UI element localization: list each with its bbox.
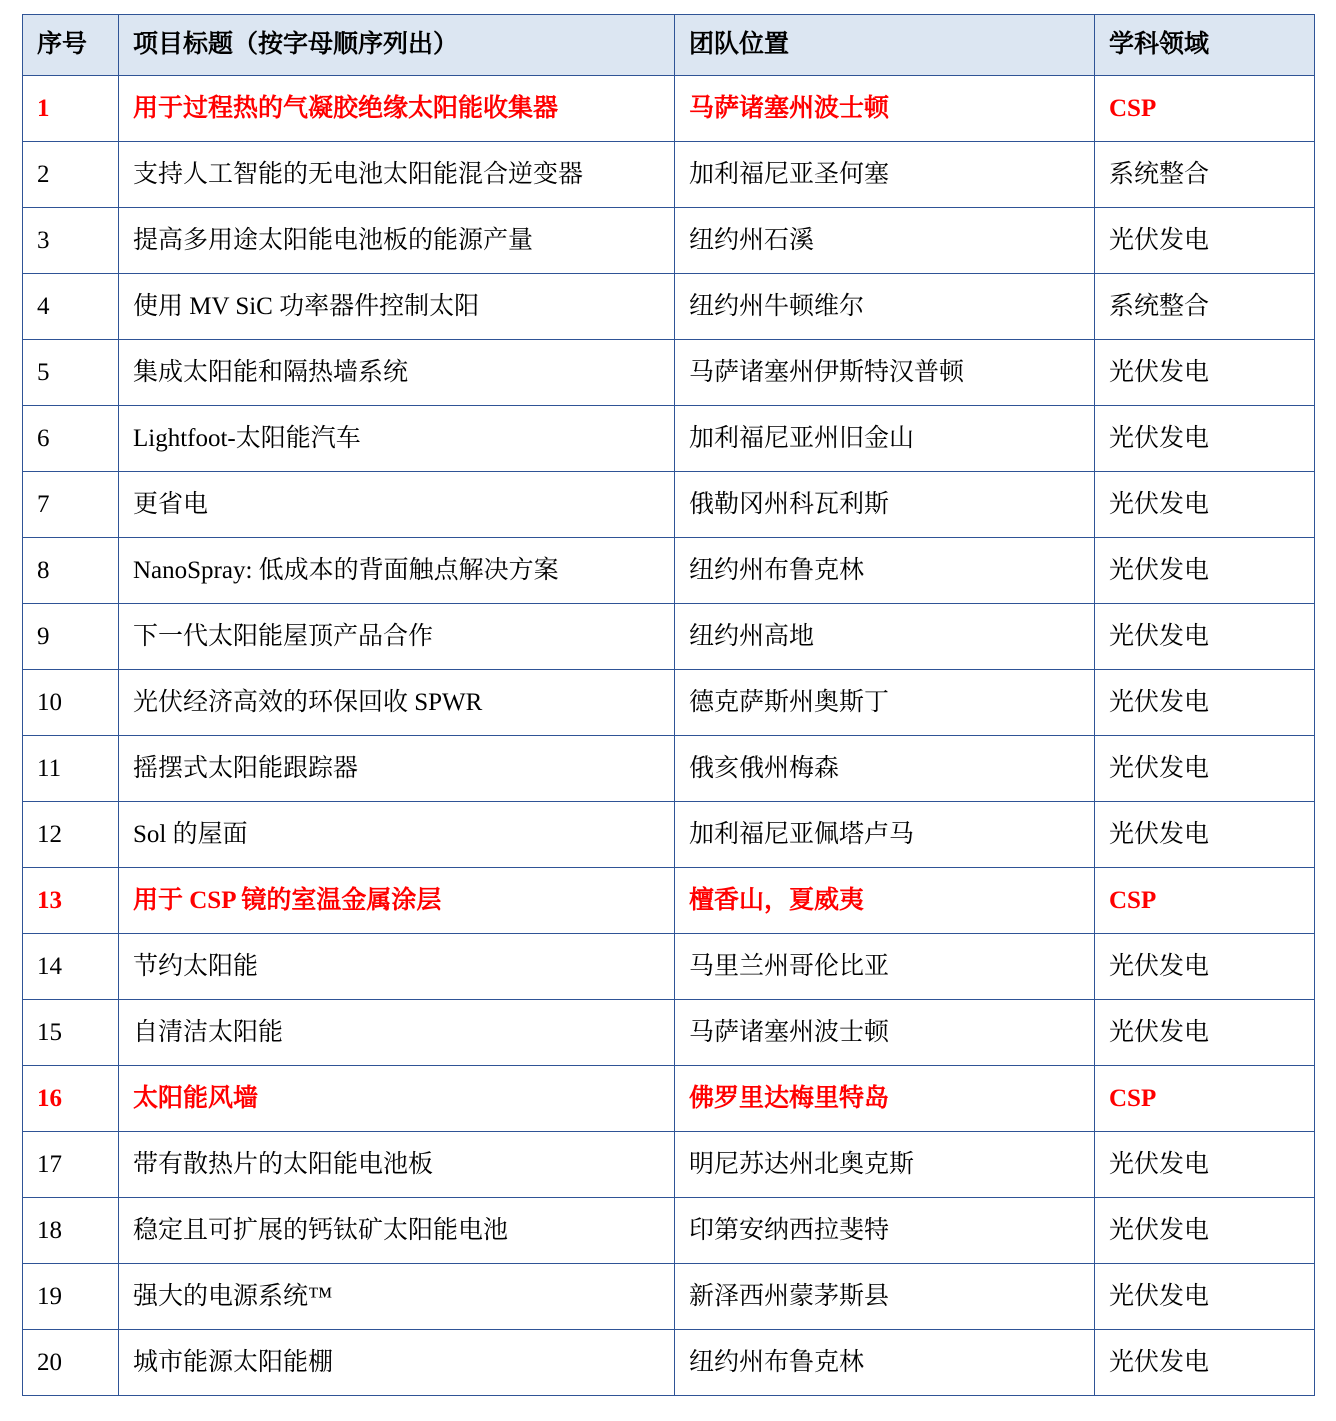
cell-number: 2 xyxy=(23,142,119,208)
cell-location: 德克萨斯州奥斯丁 xyxy=(675,670,1095,736)
table-row xyxy=(23,1132,1315,1198)
table-row xyxy=(23,736,1315,802)
cell-number: 17 xyxy=(23,1132,119,1198)
cell-field: 光伏发电 xyxy=(1095,736,1315,802)
cell-field: 光伏发电 xyxy=(1095,406,1315,472)
cell-location: 纽约州高地 xyxy=(675,604,1095,670)
cell-location: 印第安纳西拉斐特 xyxy=(675,1198,1095,1264)
cell-number: 12 xyxy=(23,802,119,868)
cell-field: 光伏发电 xyxy=(1095,1264,1315,1330)
cell-title: 强大的电源系统™ xyxy=(119,1264,675,1330)
table-row xyxy=(23,1198,1315,1264)
cell-location: 佛罗里达梅里特岛 xyxy=(675,1066,1095,1132)
cell-field: CSP xyxy=(1095,1066,1315,1132)
cell-number: 15 xyxy=(23,1000,119,1066)
cell-field: 系统整合 xyxy=(1095,142,1315,208)
table-header-row xyxy=(23,15,1315,76)
cell-number: 10 xyxy=(23,670,119,736)
cell-location: 马里兰州哥伦比亚 xyxy=(675,934,1095,1000)
table-row xyxy=(23,340,1315,406)
table-row xyxy=(23,1000,1315,1066)
cell-field: 光伏发电 xyxy=(1095,538,1315,604)
cell-field: CSP xyxy=(1095,76,1315,142)
cell-field: 光伏发电 xyxy=(1095,472,1315,538)
cell-number: 19 xyxy=(23,1264,119,1330)
cell-field: 光伏发电 xyxy=(1095,934,1315,1000)
cell-title: Sol 的屋面 xyxy=(119,802,675,868)
cell-number: 5 xyxy=(23,340,119,406)
cell-title: 使用 MV SiC 功率器件控制太阳 xyxy=(119,274,675,340)
table-body xyxy=(23,76,1315,1396)
cell-title: 提高多用途太阳能电池板的能源产量 xyxy=(119,208,675,274)
cell-title: 稳定且可扩展的钙钛矿太阳能电池 xyxy=(119,1198,675,1264)
cell-location: 加利福尼亚佩塔卢马 xyxy=(675,802,1095,868)
table-row xyxy=(23,604,1315,670)
table-row xyxy=(23,1264,1315,1330)
cell-title: 城市能源太阳能棚 xyxy=(119,1330,675,1396)
cell-title: 下一代太阳能屋顶产品合作 xyxy=(119,604,675,670)
cell-title: 带有散热片的太阳能电池板 xyxy=(119,1132,675,1198)
cell-number: 18 xyxy=(23,1198,119,1264)
cell-title: 用于过程热的气凝胶绝缘太阳能收集器 xyxy=(119,76,675,142)
project-table xyxy=(22,14,1315,1396)
cell-field: CSP xyxy=(1095,868,1315,934)
cell-location: 马萨诸塞州波士顿 xyxy=(675,76,1095,142)
table-row xyxy=(23,76,1315,142)
cell-field: 光伏发电 xyxy=(1095,604,1315,670)
cell-location: 纽约州布鲁克林 xyxy=(675,1330,1095,1396)
column-header-location: 团队位置 xyxy=(675,15,1095,76)
table-row xyxy=(23,142,1315,208)
cell-field: 系统整合 xyxy=(1095,274,1315,340)
cell-title: 自清洁太阳能 xyxy=(119,1000,675,1066)
cell-location: 俄勒冈州科瓦利斯 xyxy=(675,472,1095,538)
cell-title: 摇摆式太阳能跟踪器 xyxy=(119,736,675,802)
cell-number: 9 xyxy=(23,604,119,670)
cell-title: 支持人工智能的无电池太阳能混合逆变器 xyxy=(119,142,675,208)
cell-location: 明尼苏达州北奥克斯 xyxy=(675,1132,1095,1198)
cell-location: 马萨诸塞州波士顿 xyxy=(675,1000,1095,1066)
cell-location: 纽约州牛顿维尔 xyxy=(675,274,1095,340)
cell-title: 更省电 xyxy=(119,472,675,538)
cell-number: 3 xyxy=(23,208,119,274)
cell-title: 光伏经济高效的环保回收 SPWR xyxy=(119,670,675,736)
cell-number: 4 xyxy=(23,274,119,340)
table-row xyxy=(23,868,1315,934)
cell-number: 11 xyxy=(23,736,119,802)
column-header-title: 项目标题（按字母顺序列出） xyxy=(119,15,675,76)
cell-number: 13 xyxy=(23,868,119,934)
cell-number: 14 xyxy=(23,934,119,1000)
table-row xyxy=(23,274,1315,340)
cell-title: Lightfoot-太阳能汽车 xyxy=(119,406,675,472)
cell-number: 8 xyxy=(23,538,119,604)
cell-field: 光伏发电 xyxy=(1095,1198,1315,1264)
cell-number: 6 xyxy=(23,406,119,472)
cell-field: 光伏发电 xyxy=(1095,1330,1315,1396)
cell-location: 加利福尼亚圣何塞 xyxy=(675,142,1095,208)
column-header-field: 学科领域 xyxy=(1095,15,1315,76)
cell-title: NanoSpray: 低成本的背面触点解决方案 xyxy=(119,538,675,604)
table-row xyxy=(23,934,1315,1000)
cell-field: 光伏发电 xyxy=(1095,1000,1315,1066)
cell-title: 用于 CSP 镜的室温金属涂层 xyxy=(119,868,675,934)
table-row xyxy=(23,1066,1315,1132)
cell-field: 光伏发电 xyxy=(1095,208,1315,274)
table-row xyxy=(23,406,1315,472)
cell-number: 20 xyxy=(23,1330,119,1396)
cell-field: 光伏发电 xyxy=(1095,340,1315,406)
cell-number: 7 xyxy=(23,472,119,538)
cell-field: 光伏发电 xyxy=(1095,802,1315,868)
cell-location: 新泽西州蒙茅斯县 xyxy=(675,1264,1095,1330)
cell-number: 1 xyxy=(23,76,119,142)
cell-location: 马萨诸塞州伊斯特汉普顿 xyxy=(675,340,1095,406)
table-header xyxy=(23,15,1315,76)
cell-location: 俄亥俄州梅森 xyxy=(675,736,1095,802)
table-row xyxy=(23,670,1315,736)
cell-location: 加利福尼亚州旧金山 xyxy=(675,406,1095,472)
cell-field: 光伏发电 xyxy=(1095,1132,1315,1198)
table-row xyxy=(23,538,1315,604)
cell-number: 16 xyxy=(23,1066,119,1132)
cell-field: 光伏发电 xyxy=(1095,670,1315,736)
column-header-number: 序号 xyxy=(23,15,119,76)
table-row xyxy=(23,802,1315,868)
table-row xyxy=(23,1330,1315,1396)
cell-location: 纽约州布鲁克林 xyxy=(675,538,1095,604)
table-row xyxy=(23,472,1315,538)
cell-title: 太阳能风墙 xyxy=(119,1066,675,1132)
table-row xyxy=(23,208,1315,274)
cell-location: 檀香山，夏威夷 xyxy=(675,868,1095,934)
cell-location: 纽约州石溪 xyxy=(675,208,1095,274)
cell-title: 集成太阳能和隔热墙系统 xyxy=(119,340,675,406)
cell-title: 节约太阳能 xyxy=(119,934,675,1000)
